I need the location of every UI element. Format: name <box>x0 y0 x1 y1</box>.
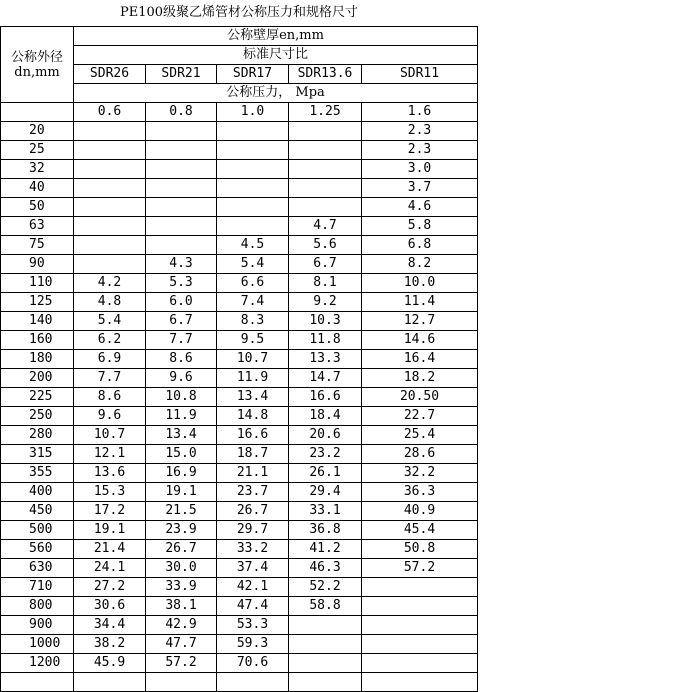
sdr-header-cell: SDR26 <box>74 65 146 84</box>
thickness-cell: 38.1 <box>146 597 217 616</box>
pressure-cell: 0.6 <box>74 103 146 122</box>
table-row <box>1 122 478 141</box>
thickness-cell: 13.6 <box>74 464 146 483</box>
thickness-cell: 9.2 <box>289 293 362 312</box>
thickness-cell <box>146 236 217 255</box>
table-row <box>1 160 478 179</box>
thickness-cell: 32.2 <box>362 464 478 483</box>
wall-thickness-header: 公称壁厚en,mm <box>74 27 478 46</box>
thickness-cell: 42.9 <box>146 616 217 635</box>
thickness-cell: 27.2 <box>74 578 146 597</box>
sdr-header-cell: SDR11 <box>362 65 478 84</box>
thickness-cell: 15.0 <box>146 445 217 464</box>
table-row <box>1 255 478 274</box>
blank-cell <box>1 103 74 122</box>
table-row <box>1 293 478 312</box>
thickness-cell <box>217 160 289 179</box>
thickness-cell <box>74 217 146 236</box>
thickness-cell <box>146 122 217 141</box>
thickness-cell: 5.4 <box>74 312 146 331</box>
dn-cell: 710 <box>1 578 74 597</box>
thickness-cell: 17.2 <box>74 502 146 521</box>
thickness-cell: 30.6 <box>74 597 146 616</box>
table-row <box>1 635 478 654</box>
thickness-cell: 10.0 <box>362 274 478 293</box>
thickness-cell: 28.6 <box>362 445 478 464</box>
thickness-cell <box>217 217 289 236</box>
dn-cell: 125 <box>1 293 74 312</box>
thickness-cell: 53.3 <box>217 616 289 635</box>
thickness-cell: 18.7 <box>217 445 289 464</box>
blank-cell <box>146 673 217 692</box>
dn-cell: 180 <box>1 350 74 369</box>
dn-cell: 200 <box>1 369 74 388</box>
thickness-cell: 37.4 <box>217 559 289 578</box>
thickness-cell: 33.2 <box>217 540 289 559</box>
header-row-pressure-values <box>1 103 478 122</box>
thickness-cell: 3.7 <box>362 179 478 198</box>
thickness-cell: 40.9 <box>362 502 478 521</box>
thickness-cell: 6.7 <box>146 312 217 331</box>
table-row <box>1 217 478 236</box>
blank-cell <box>74 673 146 692</box>
thickness-cell: 33.1 <box>289 502 362 521</box>
thickness-cell: 15.3 <box>74 483 146 502</box>
table-row <box>1 540 478 559</box>
thickness-cell: 8.1 <box>289 274 362 293</box>
dn-cell: 225 <box>1 388 74 407</box>
thickness-cell <box>289 179 362 198</box>
sdr-header-cell: SDR21 <box>146 65 217 84</box>
thickness-cell: 16.6 <box>217 426 289 445</box>
thickness-cell: 26.7 <box>146 540 217 559</box>
dn-cell: 1000 <box>1 635 74 654</box>
dn-cell: 110 <box>1 274 74 293</box>
thickness-cell: 19.1 <box>74 521 146 540</box>
thickness-cell: 4.6 <box>362 198 478 217</box>
dn-cell: 355 <box>1 464 74 483</box>
dn-cell: 450 <box>1 502 74 521</box>
thickness-cell <box>289 616 362 635</box>
thickness-cell <box>74 179 146 198</box>
thickness-cell: 4.3 <box>146 255 217 274</box>
thickness-cell: 11.9 <box>217 369 289 388</box>
thickness-cell: 23.7 <box>217 483 289 502</box>
thickness-cell <box>146 217 217 236</box>
table-row <box>1 502 478 521</box>
thickness-cell: 45.9 <box>74 654 146 673</box>
thickness-cell: 4.5 <box>217 236 289 255</box>
table-row <box>1 369 478 388</box>
thickness-cell <box>362 597 478 616</box>
table-row <box>1 407 478 426</box>
thickness-cell: 6.0 <box>146 293 217 312</box>
empty-row <box>1 673 478 692</box>
table-row <box>1 236 478 255</box>
thickness-cell: 36.3 <box>362 483 478 502</box>
thickness-cell: 42.1 <box>217 578 289 597</box>
thickness-cell <box>217 122 289 141</box>
thickness-cell <box>146 141 217 160</box>
blank-cell <box>217 673 289 692</box>
thickness-cell: 11.8 <box>289 331 362 350</box>
thickness-cell <box>289 635 362 654</box>
table-row <box>1 559 478 578</box>
thickness-cell: 16.4 <box>362 350 478 369</box>
thickness-cell: 10.8 <box>146 388 217 407</box>
pressure-cell: 1.25 <box>289 103 362 122</box>
thickness-cell: 7.7 <box>146 331 217 350</box>
thickness-cell: 5.8 <box>362 217 478 236</box>
blank-cell <box>289 673 362 692</box>
table-title: PE100级聚乙烯管材公称压力和规格尺寸 <box>119 5 359 20</box>
dn-cell: 50 <box>1 198 74 217</box>
thickness-cell: 16.6 <box>289 388 362 407</box>
thickness-cell <box>74 160 146 179</box>
dn-cell: 40 <box>1 179 74 198</box>
thickness-cell: 12.1 <box>74 445 146 464</box>
thickness-cell <box>217 141 289 160</box>
thickness-cell <box>289 654 362 673</box>
thickness-cell: 10.7 <box>217 350 289 369</box>
thickness-cell: 11.4 <box>362 293 478 312</box>
thickness-cell: 9.6 <box>146 369 217 388</box>
table-row <box>1 274 478 293</box>
dn-cell: 630 <box>1 559 74 578</box>
thickness-cell: 33.9 <box>146 578 217 597</box>
table-row <box>1 597 478 616</box>
thickness-cell: 4.8 <box>74 293 146 312</box>
thickness-cell: 36.8 <box>289 521 362 540</box>
thickness-cell: 4.2 <box>74 274 146 293</box>
thickness-cell: 3.0 <box>362 160 478 179</box>
dn-header-line1: 公称外径 <box>10 49 63 65</box>
thickness-cell: 16.9 <box>146 464 217 483</box>
thickness-cell <box>362 616 478 635</box>
dn-header-cell <box>1 27 74 103</box>
pressure-cell: 1.0 <box>217 103 289 122</box>
thickness-cell <box>289 198 362 217</box>
thickness-cell: 13.4 <box>146 426 217 445</box>
thickness-cell: 2.3 <box>362 122 478 141</box>
thickness-cell: 52.2 <box>289 578 362 597</box>
thickness-cell <box>289 160 362 179</box>
dn-cell: 32 <box>1 160 74 179</box>
thickness-cell: 47.7 <box>146 635 217 654</box>
thickness-cell <box>146 198 217 217</box>
thickness-cell: 14.6 <box>362 331 478 350</box>
thickness-cell: 50.8 <box>362 540 478 559</box>
thickness-cell: 29.7 <box>217 521 289 540</box>
thickness-cell <box>289 141 362 160</box>
thickness-cell: 5.3 <box>146 274 217 293</box>
dn-cell: 500 <box>1 521 74 540</box>
thickness-cell <box>362 654 478 673</box>
dn-cell: 560 <box>1 540 74 559</box>
thickness-cell: 8.6 <box>146 350 217 369</box>
table-row <box>1 179 478 198</box>
thickness-cell <box>146 179 217 198</box>
thickness-cell: 29.4 <box>289 483 362 502</box>
blank-cell <box>1 673 74 692</box>
table-row <box>1 426 478 445</box>
thickness-cell: 23.9 <box>146 521 217 540</box>
thickness-cell: 6.8 <box>362 236 478 255</box>
table-row <box>1 198 478 217</box>
table-row <box>1 578 478 597</box>
thickness-cell: 11.9 <box>146 407 217 426</box>
thickness-cell: 18.4 <box>289 407 362 426</box>
table-row <box>1 521 478 540</box>
thickness-cell: 19.1 <box>146 483 217 502</box>
sdr-header: 标准尺寸比 <box>74 46 478 65</box>
dn-cell: 90 <box>1 255 74 274</box>
thickness-cell: 58.8 <box>289 597 362 616</box>
thickness-cell: 24.1 <box>74 559 146 578</box>
thickness-cell <box>74 122 146 141</box>
thickness-cell: 38.2 <box>74 635 146 654</box>
thickness-cell: 7.7 <box>74 369 146 388</box>
thickness-cell: 41.2 <box>289 540 362 559</box>
thickness-cell: 57.2 <box>146 654 217 673</box>
blank-cell <box>362 673 478 692</box>
dn-cell: 280 <box>1 426 74 445</box>
thickness-cell: 14.7 <box>289 369 362 388</box>
title-row <box>1 0 478 27</box>
table-row <box>1 141 478 160</box>
thickness-cell: 6.6 <box>217 274 289 293</box>
thickness-cell: 21.1 <box>217 464 289 483</box>
thickness-cell: 47.4 <box>217 597 289 616</box>
thickness-cell: 22.7 <box>362 407 478 426</box>
thickness-cell: 8.3 <box>217 312 289 331</box>
dn-cell: 315 <box>1 445 74 464</box>
thickness-cell: 45.4 <box>362 521 478 540</box>
table-row <box>1 483 478 502</box>
dn-cell: 400 <box>1 483 74 502</box>
thickness-cell: 8.2 <box>362 255 478 274</box>
thickness-cell <box>217 198 289 217</box>
thickness-cell: 2.3 <box>362 141 478 160</box>
thickness-cell: 9.5 <box>217 331 289 350</box>
table-row <box>1 445 478 464</box>
table-row <box>1 331 478 350</box>
thickness-cell: 18.2 <box>362 369 478 388</box>
dn-cell: 1200 <box>1 654 74 673</box>
thickness-cell: 57.2 <box>362 559 478 578</box>
thickness-cell: 10.3 <box>289 312 362 331</box>
thickness-cell: 4.7 <box>289 217 362 236</box>
dn-header-line2: dn,mm <box>14 64 60 80</box>
sdr-header-cell: SDR17 <box>217 65 289 84</box>
pressure-cell: 0.8 <box>146 103 217 122</box>
thickness-cell: 6.2 <box>74 331 146 350</box>
table-row <box>1 464 478 483</box>
thickness-cell: 23.2 <box>289 445 362 464</box>
thickness-cell: 30.0 <box>146 559 217 578</box>
thickness-cell <box>289 122 362 141</box>
thickness-cell: 6.7 <box>289 255 362 274</box>
thickness-cell: 25.4 <box>362 426 478 445</box>
thickness-cell <box>74 255 146 274</box>
thickness-cell: 6.9 <box>74 350 146 369</box>
dn-cell: 25 <box>1 141 74 160</box>
thickness-cell: 5.6 <box>289 236 362 255</box>
dn-cell: 900 <box>1 616 74 635</box>
pressure-header: 公称压力， Mpa <box>74 84 478 103</box>
thickness-cell <box>74 198 146 217</box>
dn-cell: 140 <box>1 312 74 331</box>
thickness-cell: 12.7 <box>362 312 478 331</box>
thickness-cell: 5.4 <box>217 255 289 274</box>
thickness-cell: 10.7 <box>74 426 146 445</box>
thickness-cell: 26.1 <box>289 464 362 483</box>
thickness-cell: 21.5 <box>146 502 217 521</box>
dn-cell: 20 <box>1 122 74 141</box>
thickness-cell: 8.6 <box>74 388 146 407</box>
thickness-cell <box>74 141 146 160</box>
thickness-cell <box>362 635 478 654</box>
dn-cell: 160 <box>1 331 74 350</box>
thickness-cell <box>362 578 478 597</box>
thickness-cell <box>217 179 289 198</box>
table-row <box>1 616 478 635</box>
dn-cell: 800 <box>1 597 74 616</box>
thickness-cell: 20.6 <box>289 426 362 445</box>
thickness-cell: 13.3 <box>289 350 362 369</box>
thickness-cell <box>74 236 146 255</box>
thickness-cell: 7.4 <box>217 293 289 312</box>
table-row <box>1 654 478 673</box>
dn-cell: 250 <box>1 407 74 426</box>
dn-cell: 63 <box>1 217 74 236</box>
header-row-wall <box>1 27 478 46</box>
pressure-cell: 1.6 <box>362 103 478 122</box>
thickness-cell: 59.3 <box>217 635 289 654</box>
dn-cell: 75 <box>1 236 74 255</box>
table-row <box>1 388 478 407</box>
thickness-cell: 46.3 <box>289 559 362 578</box>
thickness-cell: 34.4 <box>74 616 146 635</box>
thickness-cell <box>146 160 217 179</box>
table-row <box>1 312 478 331</box>
thickness-cell: 14.8 <box>217 407 289 426</box>
table-row <box>1 350 478 369</box>
sdr-header-cell: SDR13.6 <box>289 65 362 84</box>
thickness-cell: 21.4 <box>74 540 146 559</box>
thickness-cell: 26.7 <box>217 502 289 521</box>
thickness-cell: 20.50 <box>362 388 478 407</box>
thickness-cell: 9.6 <box>74 407 146 426</box>
thickness-cell: 13.4 <box>217 388 289 407</box>
thickness-cell: 70.6 <box>217 654 289 673</box>
